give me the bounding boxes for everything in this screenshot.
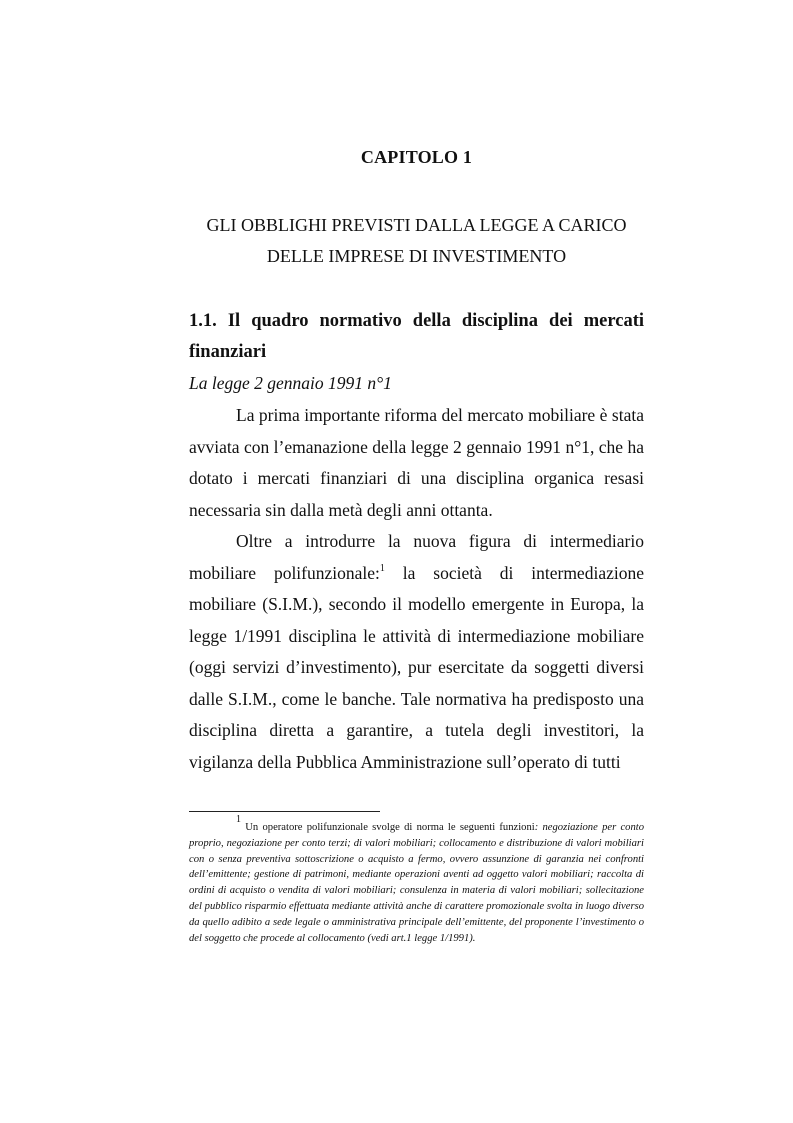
footnote-lead: Un operatore polifunzionale svolge di norma le seguenti funzioni [241,822,535,833]
chapter-subtitle: GLI OBBLIGHI PREVISTI DALLA LEGGE A CARICO DELLE IMPRESE DI INVESTIMENTO [206,215,627,266]
footnote-divider [189,811,380,812]
footnote-body: : negoziazione per conto proprio, negoziazione per conto terzi; di valori mobiliari; collocamento e distribuzione di valori mobiliari con o senza preventiva sottoscrizione o acquisto a fermo, ovvero assunzione di garanzia nei confronti dell’emittente; gestione di patrimoni, mediante operazioni aventi ad oggetto valori mobiliari; raccolta di ordini di acquisto o vendita di valori mobiliari; consulenza in materia di valori mobiliari; sollecitazione del pubblico risparmio effettuata mediante attività anche di carattere promozionale svolta in luogo diverso da quello adibito a sede legale o amministrativa principale dell’emittente, del proponente l’investimento o del soggetto che procede al collocamento (vedi art.1 legge 1/1991). [189,822,644,944]
footnote [189,814,644,946]
footnote-reference[interactable]: 1 [379,562,385,574]
section-heading: 1.1. Il quadro normativo della disciplina dei mercati finanziari [189,311,644,362]
paragraph-2 [189,526,644,778]
chapter-title: CAPITOLO 1 [360,147,473,167]
paragraph-2-start: Oltre a introdurre la nuova figura di intermediario mobiliare polifunzionale: [189,531,644,583]
body-text [189,400,644,778]
law-subtitle: La legge 2 gennaio 1991 n°1 [189,373,392,393]
footnote-number [189,814,241,833]
paragraph-2-end: la società di intermediazione mobiliare (S.I.M.), secondo il modello emergente in Europa, la legge 1/1991 disciplina le attività di intermediazione mobiliare (oggi servizi d’investimento), pur esercitate da soggetti diversi dalle S.I.M., come le banche. Tale normativa ha predisposto una disciplina diretta a garantire, a tutela degli investitori, la vigilanza della Pubblica Amministrazione sull’operato di tutti [189,562,644,772]
paragraph-1: La prima importante riforma del mercato mobiliare è stata avviata con l’emanazione della legge 2 gennaio 1991 n°1, che ha dotato i mercati finanziari di una disciplina organica resasi necessaria sin dalla metà degli anni ottanta. [189,405,644,520]
footnote-number-text: 1 [236,814,241,825]
